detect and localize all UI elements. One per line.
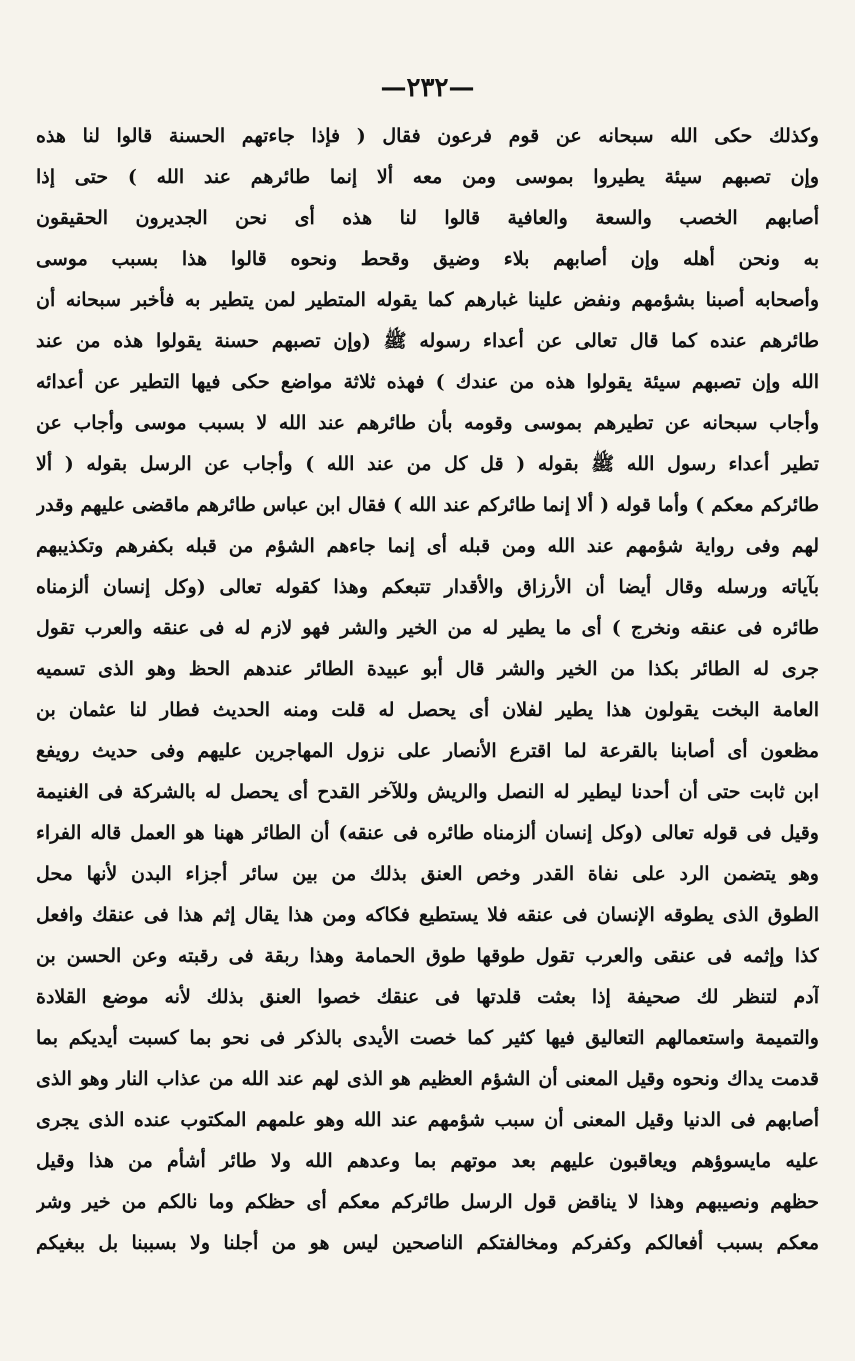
text-line: معكم بسبب أفعالكم وكفركم ومخالفتكم الناصحين ليس هو من أجلنا ولا بسببنا بل ببغيكم [36, 1232, 819, 1254]
text-line: جرى له الطائر بكذا من الخير والشر قال أبو عبيدة الطائر عندهم الحظ وهو الذى تسميه [36, 658, 819, 680]
text-line: أصابهم الخصب والسعة والعافية قالوا لنا هذه أى نحن الجديرون الحقيقون [36, 207, 819, 229]
text-line: وأصحابه أصبنا بشؤمهم ونفض علينا غبارهم كما يقوله المتطير لمن يتطير به فأخبر سبحانه أن [36, 289, 819, 311]
page-number: —٢٣٢— [380, 73, 475, 103]
text-line: تطير أعداء رسول الله ﷺ بقوله ( قل كل من عند الله ) وأجاب عن الرسل بقوله ( ألا [36, 453, 819, 475]
text-line: كذا وإثمه فى عنقى والعرب تقول طوقها طوق الحمامة وهذا ربقة فى رقبته وعن الحسن بن [36, 945, 819, 967]
text-line: والتميمة واستعمالهم التعاليق فيها كثير كما خصت الأيدى بالذكر فى نحو بما كسبت أيديكم بما [36, 1027, 819, 1049]
text-line: وإن تصبهم سيئة يطيروا بموسى ومن معه ألا إنما طائرهم عند الله ) حتى إذا [36, 166, 819, 188]
text-line: العامة البخت يقولون هذا يطير لفلان أى يحصل له قلت ومنه الحديث فطار لنا عثمان بن [36, 699, 819, 721]
text-line: عليه مايسوؤهم ويعاقبون عليهم بعد موتهم بما وعدهم الله ولا طائر أشأم من هذا وقيل [36, 1150, 819, 1172]
text-body [36, 116, 819, 1264]
text-line: ابن ثابت حتى أن أحدنا ليطير له النصل والريش وللآخر القدح أى يحصل له بالشركة فى الغنيمة [36, 781, 819, 803]
text-line: به ونحن أهله وإن أصابهم بلاء وضيق وقحط ونحوه قالوا هذا بسبب موسى [36, 248, 819, 270]
text-line: لهم وفى رواية شؤمهم عند الله ومن قبله أى إنما جاءهم الشؤم من قبله بكفرهم وتكذيبهم [36, 535, 819, 557]
text-line: قدمت يداك ونحوه وقيل المعنى أن الشؤم العظيم هو الذى لهم عند الله من عذاب النار وهو الذى [36, 1068, 819, 1090]
text-line: مظعون أى أصابنا بالقرعة لما اقترع الأنصار على نزول المهاجرين عليهم وفى حديث رويفع [36, 740, 819, 762]
text-line: طائره فى عنقه ونخرج ) أى ما يطير له من الخير والشر فهو لازم له فى عنقه والعرب تقول [36, 617, 819, 639]
text-line: طائرهم عنده كما قال تعالى عن أعداء رسوله ﷺ (وإن تصبهم حسنة يقولوا هذه من عند [36, 330, 819, 352]
text-line: الله وإن تصبهم سيئة يقولوا هذه من عندك ) فهذه ثلاثة مواضع حكى فيها التطير عن أعدائه [36, 371, 819, 393]
text-line: أصابهم فى الدنيا وقيل المعنى أن سبب شؤمهم عند الله وهو علمهم المكتوب عنده الذى يجرى [36, 1109, 819, 1131]
text-line: وأجاب سبحانه عن تطيرهم بموسى وقومه بأن طائرهم عند الله لا بسبب موسى وأجاب عن [36, 412, 819, 434]
text-line: وكذلك حكى الله سبحانه عن قوم فرعون فقال ( فإذا جاءتهم الحسنة قالوا لنا هذه [36, 125, 819, 147]
text-line: آدم لتنظر لك صحيفة إذا بعثت قلدتها فى عنقك خصوا العنق بذلك لأنه موضع القلادة [36, 986, 819, 1008]
text-line: بآياته ورسله وقال أيضا أن الأرزاق والأقدار تتبعكم وهذا كقوله تعالى (وكل إنسان ألزمناه [36, 576, 819, 598]
text-line: وهو يتضمن الرد على نفاة القدر وخص العنق بذلك من بين سائر أجزاء البدن لأنها محل [36, 863, 819, 885]
text-line: الطوق الذى يطوقه الإنسان فى عنقه فلا يستطيع فكاكه ومن هذا يقال إثم هذا فى عنقك وافعل [36, 904, 819, 926]
text-line: طائركم معكم ) وأما قوله ( ألا إنما طائركم عند الله ) فقال ابن عباس طائرهم ماقضى عليهم وقدر [36, 494, 819, 516]
text-line: وقيل فى قوله تعالى (وكل إنسان ألزمناه طائره فى عنقه) أن الطائر ههنا هو العمل قاله الفراء [36, 822, 819, 844]
text-line: حظهم ونصيبهم وهذا لا يناقض قول الرسل طائركم معكم أى حظكم وما نالكم من خير وشر [36, 1191, 819, 1213]
